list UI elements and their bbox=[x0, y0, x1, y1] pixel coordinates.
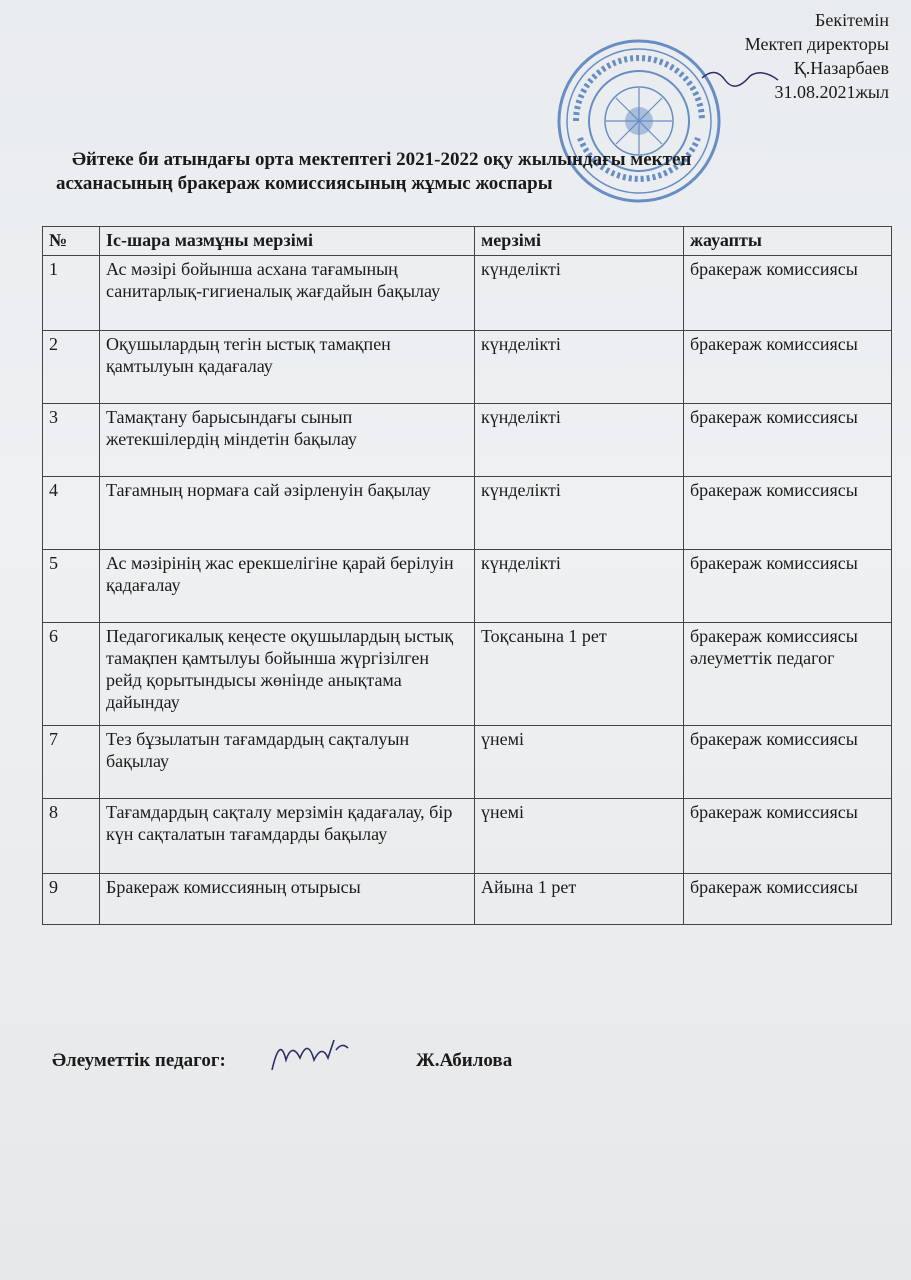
signature-name: Ж.Абилова bbox=[416, 1050, 513, 1071]
table-row bbox=[43, 550, 892, 623]
document-title bbox=[56, 148, 876, 196]
row-responsible: бракераж комиссиясы bbox=[684, 256, 892, 331]
row-event: Ас мәзірі бойынша асхана тағамының санитарлық-гигиеналық жағдайын бақылау bbox=[100, 256, 475, 331]
row-number: 4 bbox=[43, 477, 100, 550]
row-responsible: бракераж комиссиясы bbox=[684, 477, 892, 550]
approval-date: 31.08.2021жыл bbox=[774, 82, 889, 102]
director-signature bbox=[700, 58, 780, 94]
table-row bbox=[43, 874, 892, 925]
row-number: 9 bbox=[43, 874, 100, 925]
row-responsible: бракераж комиссиясы bbox=[684, 726, 892, 799]
header-number: № bbox=[43, 227, 100, 256]
table-row bbox=[43, 726, 892, 799]
row-term: күнделікті bbox=[475, 331, 684, 404]
table-row bbox=[43, 799, 892, 874]
table-row bbox=[43, 404, 892, 477]
row-event: Тамақтану барысындағы сынып жетекшілердің міндетін бақылау bbox=[100, 404, 475, 477]
header-event: Іс-шара мазмұны мерзімі bbox=[100, 227, 475, 256]
approval-line-2: Мектеп директоры bbox=[744, 34, 889, 54]
title-line-2: асханасының бракераж комиссиясының жұмыс жоспары bbox=[56, 173, 553, 194]
row-responsible: бракераж комиссиясы bbox=[684, 874, 892, 925]
signature-line bbox=[52, 1050, 513, 1072]
pedagogue-signature bbox=[262, 1030, 352, 1080]
header-responsible: жауапты bbox=[684, 227, 892, 256]
work-plan-table bbox=[42, 226, 892, 925]
row-event: Тез бұзылатын тағамдардың сақталуын бақылау bbox=[100, 726, 475, 799]
row-number: 5 bbox=[43, 550, 100, 623]
row-term: күнделікті bbox=[475, 477, 684, 550]
row-number: 1 bbox=[43, 256, 100, 331]
row-event: Тағамның нормаға сай әзірленуін бақылау bbox=[100, 477, 475, 550]
row-event: Оқушылардың тегін ыстық тамақпен қамтылуын қадағалау bbox=[100, 331, 475, 404]
signature-role: Әлеуметтік педагог: bbox=[52, 1050, 226, 1071]
table-row bbox=[43, 331, 892, 404]
row-event: Педагогикалық кеңесте оқушылардың ыстық тамақпен қамтылуы бойынша жүргізілген рейд қорытындысы жөнінде анықтама дайындау bbox=[100, 623, 475, 726]
table-row bbox=[43, 256, 892, 331]
title-line-1: Әйтеке би атындағы орта мектептегі 2021-2022 оқу жылындағы мектеп bbox=[72, 149, 692, 170]
approval-line-1: Бекітемін bbox=[815, 10, 889, 30]
row-responsible: бракераж комиссиясы bbox=[684, 799, 892, 874]
row-event: Бракераж комиссияның отырысы bbox=[100, 874, 475, 925]
row-responsible: бракераж комиссиясы bbox=[684, 404, 892, 477]
row-number: 8 bbox=[43, 799, 100, 874]
row-term: күнделікті bbox=[475, 550, 684, 623]
row-responsible: бракераж комиссиясы әлеуметтік педагог bbox=[684, 623, 892, 726]
row-responsible: бракераж комиссиясы bbox=[684, 331, 892, 404]
row-event: Ас мәзірінің жас ерекшелігіне қарай берілуін қадағалау bbox=[100, 550, 475, 623]
approval-line-3: Қ.Назарбаев bbox=[793, 58, 889, 78]
row-term: Тоқсанына 1 рет bbox=[475, 623, 684, 726]
row-event: Тағамдардың сақталу мерзімін қадағалау, бір күн сақталатын тағамдарды бақылау bbox=[100, 799, 475, 874]
table-row bbox=[43, 477, 892, 550]
row-term: үнемі bbox=[475, 799, 684, 874]
table-row bbox=[43, 623, 892, 726]
row-term: үнемі bbox=[475, 726, 684, 799]
row-number: 6 bbox=[43, 623, 100, 726]
row-number: 7 bbox=[43, 726, 100, 799]
row-term: күнделікті bbox=[475, 404, 684, 477]
table-header-row bbox=[43, 227, 892, 256]
row-number: 3 bbox=[43, 404, 100, 477]
row-term: күнделікті bbox=[475, 256, 684, 331]
header-term: мерзімі bbox=[475, 227, 684, 256]
row-number: 2 bbox=[43, 331, 100, 404]
row-term: Айына 1 рет bbox=[475, 874, 684, 925]
row-responsible: бракераж комиссиясы bbox=[684, 550, 892, 623]
